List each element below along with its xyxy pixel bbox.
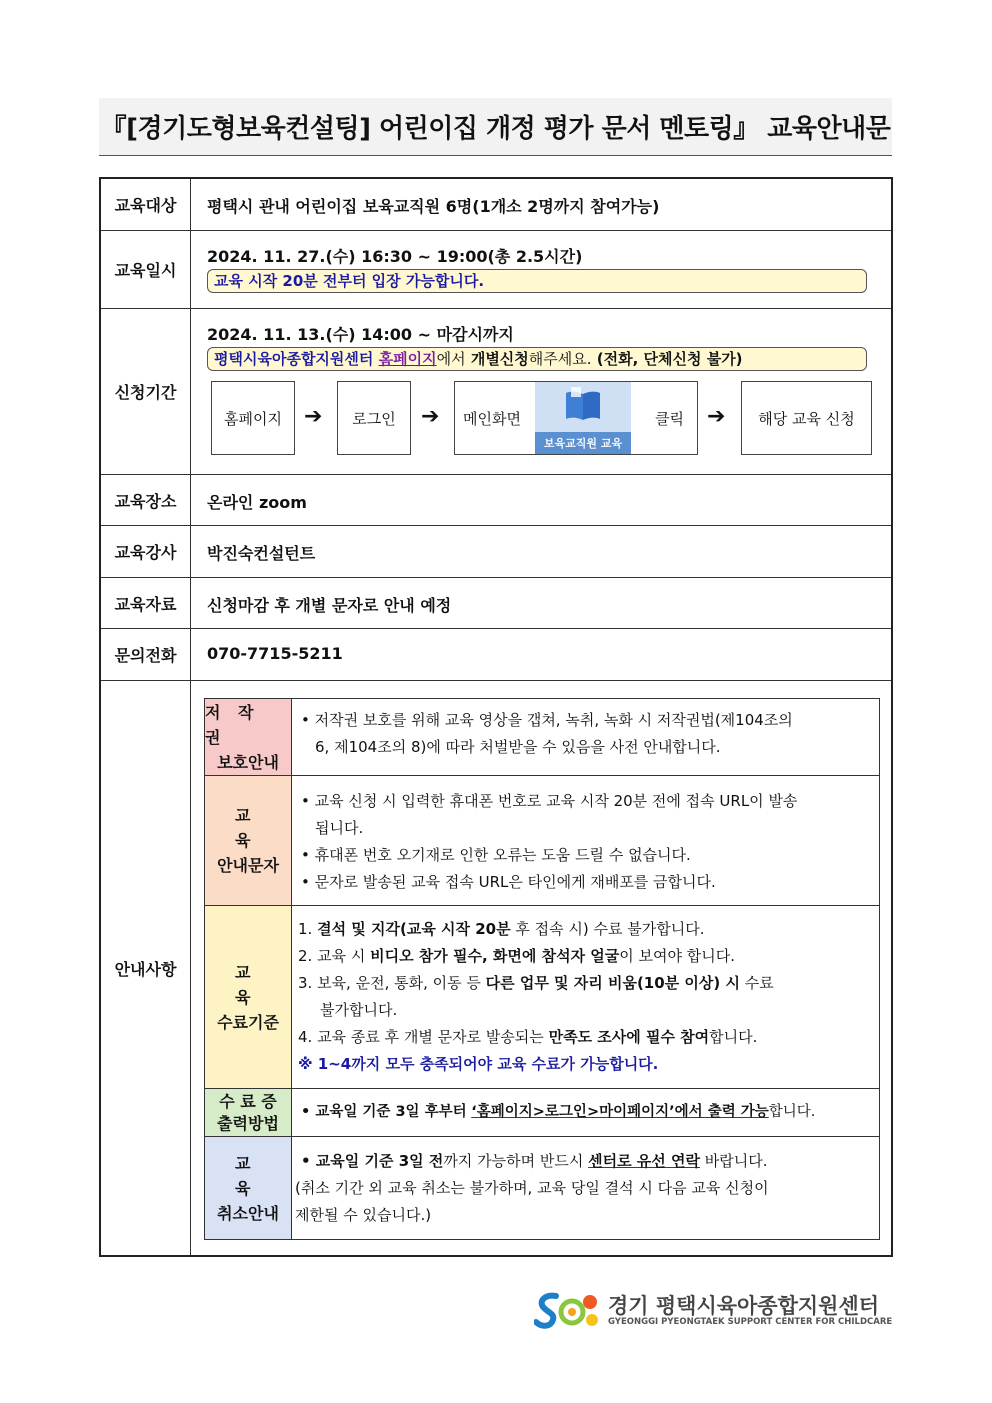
row-materials (101, 577, 891, 628)
arrow-icon: ➔ (707, 404, 726, 429)
notice-cancel-label: 교 육 취소안내 (205, 1137, 292, 1239)
label-place: 교육장소 (101, 475, 191, 525)
value-materials: 신청마감 후 개별 문자로 안내 예정 (207, 596, 452, 615)
notice-copyright-text: • 저작권 보호를 위해 교육 영상을 갭쳐, 녹취, 녹화 시 저작권법(제104조의 6, 제104조의 8)에 따라 처벌받을 수 있음을 사전 안내합니다. (301, 711, 793, 756)
datetime-note: 교육 시작 20분 전부터 입장 가능합니다. (207, 269, 867, 293)
label-phone: 문의전화 (101, 629, 191, 680)
row-place (101, 474, 891, 525)
completion-item-3: 3. 보육, 운전, 통화, 이동 등 다른 업무 및 자리 비움(10분 이상) 시 수료 (298, 974, 774, 992)
arrow-icon: ➔ (304, 404, 323, 429)
step-click-label: 클릭 (655, 410, 684, 428)
completion-remark: ※ 1~4까지 모두 충족되어야 교육 수료가 가능합니다. (298, 1055, 659, 1073)
notice-sms-text: • 교육 신청 시 입력한 휴대폰 번호로 교육 시작 20분 전에 접속 URL이 발송 됩니다. • 휴대폰 번호 오기재로 인한 오류는 도움 드릴 수 없습니다. • 문자로 발송된 교육 접속 URL은 타인에게 재배포를 금합니다. (301, 792, 798, 891)
row-phone (101, 628, 891, 680)
notice-certificate-text: • 교육일 기준 3일 후부터 ‘홈페이지>로그인>마이페이지’에서 출력 가능합니다. (301, 1104, 816, 1120)
notice-completion (205, 905, 879, 1088)
open-book-icon (563, 386, 603, 426)
notice-cancel-text: • 교육일 기준 3일 전까지 가능하며 반드시 센터로 유선 연락 바랍니다. (취소 기간 외 교육 취소는 불가하며, 교육 당일 결석 시 다음 교육 신청이 제한될 수 있습니다.) (295, 1152, 769, 1224)
row-target (101, 179, 891, 230)
notice-sms (205, 775, 879, 905)
notice-copyright-label: 저 작 권 보호안내 (205, 699, 292, 775)
apply-note-home: 홈페이지 (378, 350, 437, 368)
label-apply: 신청기간 (101, 309, 191, 474)
apply-note-center: 평택시육아종합지원센터 (214, 350, 374, 368)
apply-note (207, 347, 867, 371)
notice-certificate (205, 1088, 879, 1136)
label-materials: 교육자료 (101, 578, 191, 628)
value-lecturer: 박진숙컨설턴트 (207, 544, 316, 563)
completion-item-2: 2. 교육 시 비디오 참가 필수, 화면에 참석자 얼굴이 보여야 합니다. (298, 947, 736, 965)
apply-note-suffix: (전화, 단체신청 불가) (596, 350, 743, 368)
notice-copyright (205, 699, 879, 775)
label-notice: 안내사항 (101, 681, 191, 1255)
label-lecturer: 교육강사 (101, 526, 191, 577)
value-phone: 070-7715-5211 (207, 644, 343, 663)
center-logo-icon (534, 1290, 604, 1332)
org-name-en: GYEONGGI PYEONGTAEK SUPPORT CENTER FOR CHILDCARE (608, 1317, 893, 1327)
value-target: 평택시 관내 어린이집 보육교직원 6명(1개소 2명까지 참여가능) (207, 197, 660, 216)
step-main-label: 메인화면 (463, 410, 521, 428)
value-apply: 2024. 11. 13.(수) 14:00 ~ 마감시까지 (207, 325, 514, 344)
book-label: 보육교직원 교육 (535, 432, 631, 454)
row-apply (101, 308, 891, 474)
page-title: 『[경기도형보육컨설팅] 어린이집 개정 평가 문서 멘토링』 교육안내문 (99, 98, 892, 156)
notice-cancel (205, 1136, 879, 1239)
notice-completion-label: 교 육 수료기준 (205, 906, 292, 1088)
notice-sms-label: 교 육 안내문자 (205, 776, 292, 905)
step-login: 로그인 (337, 381, 411, 455)
completion-item-3-cont: 불가합니다. (320, 1001, 398, 1019)
apply-note-mid2: 해주세요. (528, 350, 592, 368)
step-apply: 해당 교육 신청 (741, 381, 872, 455)
book-icon (535, 382, 631, 454)
label-target: 교육대상 (101, 179, 191, 230)
row-datetime (101, 230, 891, 308)
step-main (454, 381, 698, 455)
info-table (99, 177, 893, 1257)
label-datetime: 교육일시 (101, 231, 191, 308)
notice-certificate-label: 수 료 증 출력방법 (205, 1089, 292, 1136)
arrow-icon: ➔ (421, 404, 440, 429)
org-logo (534, 1290, 893, 1332)
step-homepage: 홈페이지 (211, 381, 295, 455)
notice-completion-text (298, 916, 871, 1078)
org-name: 경기 평택시육아종합지원센터 (608, 1294, 880, 1318)
completion-item-4: 4. 교육 종료 후 개별 문자로 발송되는 만족도 조사에 필수 참여합니다. (298, 1028, 758, 1046)
completion-item-1: 1. 결석 및 지각(교육 시작 20분 후 접속 시) 수료 불가합니다. (298, 920, 705, 938)
apply-note-bold: 개별신청 (470, 350, 529, 368)
apply-note-mid1: 에서 (436, 350, 466, 368)
value-datetime: 2024. 11. 27.(수) 16:30 ~ 19:00(총 2.5시간) (207, 247, 583, 266)
notice-table (204, 698, 880, 1240)
value-place: 온라인 zoom (207, 493, 307, 512)
row-lecturer (101, 525, 891, 577)
